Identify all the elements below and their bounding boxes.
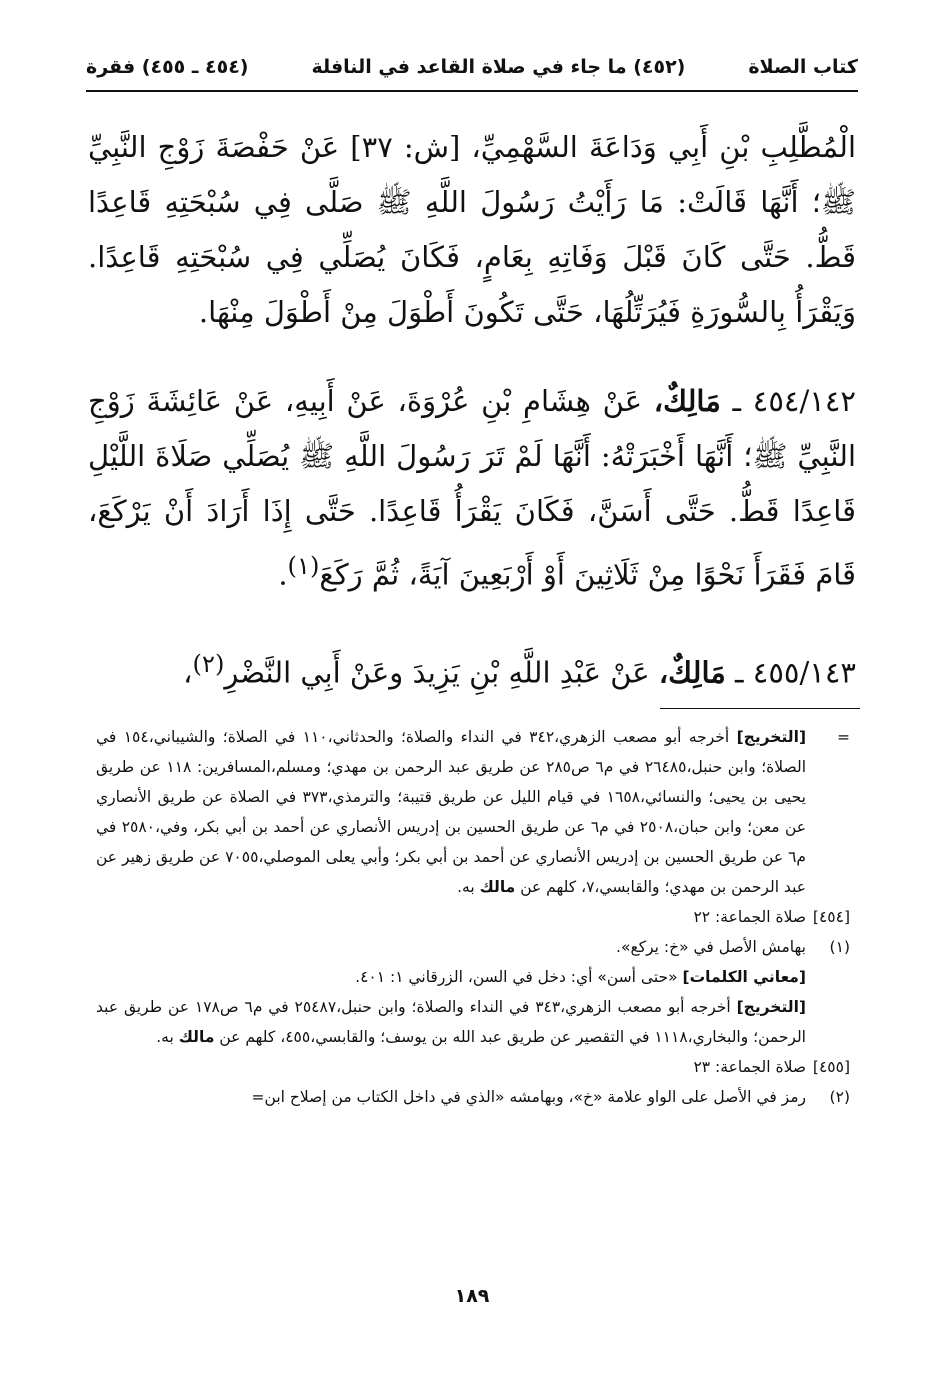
paragraph-number: ٤٥٤/١٤٢ ـ xyxy=(732,384,857,418)
reference-mark: [٤٥٤] xyxy=(812,908,850,926)
footnotes xyxy=(96,722,850,1112)
footnote-2 xyxy=(96,1082,850,1112)
footnote-takhrij-continued xyxy=(96,722,850,902)
malik-name: مالك xyxy=(178,1028,215,1046)
maani-text: «حتى أسن» أي: دخل في السن، الزرقاني ١: ٤٠١. xyxy=(355,968,678,986)
footnote-text: بهامش الأصل في «خ: يركع». xyxy=(616,938,806,956)
footnote-text: رمز في الأصل على الواو علامة «خ»، وبهامشه «الذي في داخل الكتاب من إصلاح ابن= xyxy=(251,1088,806,1106)
footnote-mark: (٢) xyxy=(829,1088,850,1106)
paragraph-455 xyxy=(88,637,856,701)
paragraph-text: عَنْ عَبْدِ اللَّهِ بْنِ يَزِيدَ وعَنْ أَبِي النَّضْرِ xyxy=(224,655,650,690)
reference-454 xyxy=(96,902,850,932)
page-number: ١٨٩ xyxy=(454,1285,490,1307)
maani-label: [معاني الكلمات] xyxy=(682,968,806,986)
reference-455 xyxy=(96,1052,850,1082)
takhrij-label: [التخريج] xyxy=(736,998,806,1016)
footnote-ref: (٢) xyxy=(192,649,225,678)
takhrij-end: به. xyxy=(457,878,475,896)
takhrij-text: أخرجه أبو مصعب الزهري،٣٤٣ في النداء والصلاة؛ وابن حنبل،٢٥٤٨٧ في م٦ ص١٧٨ عن طريق عبد الرحمن؛ والبخاري،١١١٨ في التقصير عن طريق عبد الله بن يوسف؛ والقابسي،٤٥٥، كلهم عن xyxy=(96,998,806,1046)
paragraph-end-punct: . xyxy=(278,557,288,592)
continuation-mark: = xyxy=(837,728,850,746)
reference-mark: [٤٥٥] xyxy=(812,1058,850,1076)
takhrij-text: أخرجه أبو مصعب الزهري،٣٤٢ في النداء والصلاة؛ والحدثاني،١١٠ في الصلاة؛ والشيباني،١٥٤ في الصلاة؛ وابن حنبل،٢٦٤٨٥ في م٦ ص٢٨٥ عن طريق عبد الرحمن بن مهدي؛ ومسلم،المسافرين: ١١٨ عن طريق يحيى بن يحيى؛ والنسائي،١٦٥٨ في قيام الليل عن طريق قتيبة؛ والترمذي،٣٧٣ في الصلاة عن طريق الأنصاري عن معن؛ وابن حبان،٢٥٠٨ في م٦ عن طريق الحسين بن إدريس الأنصاري عن أحمد بن أبي بكر، وفي،٢٥٨٠ في م٦ عن طريق الحسين بن إدريس الأنصاري عن أحمد بن أبي بكر؛ وأبي يعلى الموصلي،٧٠٥٥ عن طريق زهير عن عبد الرحمن بن مهدي؛ والقابسي،٧، كلهم عن xyxy=(96,728,807,896)
reference-text: صلاة الجماعة: ٢٣ xyxy=(693,1058,806,1076)
paragraph-end-punct: ، xyxy=(183,655,193,690)
paragraph-text: عَنْ هِشَامِ بْنِ عُرْوَةَ، عَنْ أَبِيهِ، عَنْ عَائِشَةَ زَوْجِ النَّبِيِّ ﷺ؛ أَنَّهَا أَخْبَرَتْهُ: أَنَّهَا لَمْ تَرَ رَسُولَ اللَّهِ ﷺ يُصَلِّي صَلَاةَ اللَّيْلِ قَاعِدًا قَطُّ. حَتَّى أَسَنَّ، فَكَانَ يَقْرَأُ قَاعِدًا. حَتَّى إِذَا أَرَادَ أَنْ يَرْكَعَ، قَامَ فَقَرَأَ نَحْوًا مِنْ ثَلَاثِينَ أَوْ أَرْبَعِينَ آيَةً، ثُمَّ رَكَعَ xyxy=(88,384,856,592)
reference-text: صلاة الجماعة: ٢٢ xyxy=(693,908,806,926)
header-rule xyxy=(86,90,858,92)
narrator-name: مَالِكٌ، xyxy=(653,384,721,418)
footnote-separator xyxy=(660,708,860,709)
paragraph-range: (٤٥٤ ـ ٤٥٥) فقرة xyxy=(86,56,249,78)
footnote-mark: (١) xyxy=(829,938,850,956)
footnote-1 xyxy=(96,932,850,1052)
narrator-name: مَالِكٌ، xyxy=(658,655,726,690)
paragraph-continuation: الْمُطَّلِبِ بْنِ أَبِي وَدَاعَةَ السَّهْمِيِّ، [ش: ٣٧] عَنْ حَفْصَةَ زَوْجِ النَّبِيِّ ﷺ؛ أَنَّهَا قَالَتْ: مَا رَأَيْتُ رَسُولَ اللَّهِ ﷺ صَلَّى فِي سُبْحَتِهِ قَاعِدًا قَطُّ. حَتَّى كَانَ قَبْلَ وَفَاتِهِ بِعَامٍ، فَكَانَ يُصَلِّي فِي سُبْحَتِهِ قَاعِدًا. وَيَقْرَأُ بِالسُّورَةِ فَيُرَتِّلُهَا، حَتَّى تَكُونَ أَطْوَلَ مِنْ أَطْوَلَ مِنْهَا. xyxy=(88,130,856,329)
running-header xyxy=(86,50,858,84)
book-title: كتاب الصلاة xyxy=(748,56,858,78)
main-text xyxy=(88,120,856,700)
footnote-ref: (١) xyxy=(287,552,320,580)
paragraph-number: ٤٥٥/١٤٣ ـ xyxy=(735,655,856,690)
paragraph-454 xyxy=(88,374,856,603)
chapter-title: (٤٥٢) ما جاء في صلاة القاعد في النافلة xyxy=(311,56,686,78)
malik-name: مالك xyxy=(479,878,516,896)
takhrij-end: به. xyxy=(156,1028,174,1046)
takhrij-label: [التخريج] xyxy=(736,728,807,746)
